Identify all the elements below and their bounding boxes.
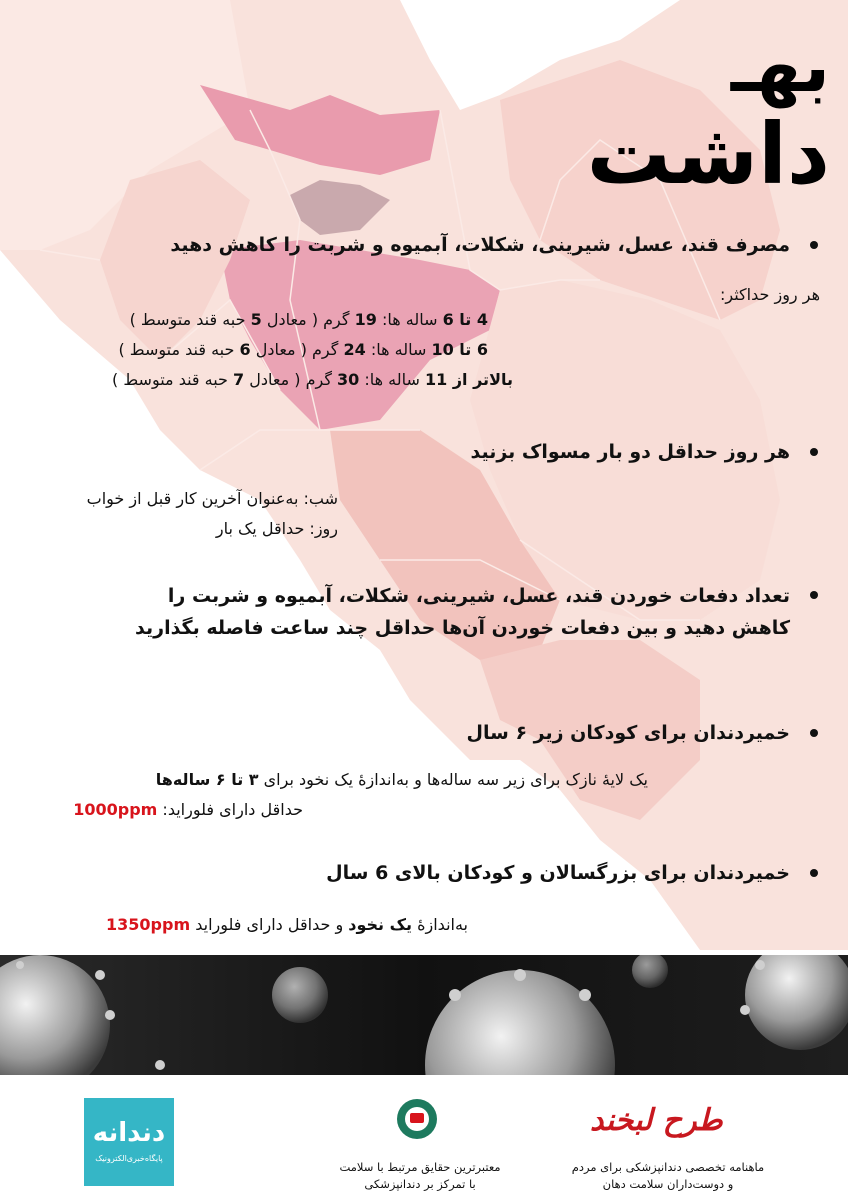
page-title-line1: بهـ: [730, 24, 830, 108]
dandane-logo-title: دندانه: [92, 1118, 166, 1148]
footer: [0, 1075, 848, 1200]
ppm-1350: 1350ppm: [106, 915, 191, 934]
section5-heading: خمیردندان برای بزرگسالان و کودکان بالای 6 سال: [326, 858, 820, 888]
sugar-row-1-age-rest: ساله ها:: [376, 310, 443, 329]
sugar-row-1-age: 4 تا 6: [442, 310, 488, 329]
sugar-row-1: [130, 305, 488, 334]
sugar-row-3-age-rest: ساله ها:: [359, 370, 425, 389]
health-facts-caption-1: معتبرترین حقایق مرتبط با سلامت: [339, 1160, 501, 1174]
section5-bold: یک نخود: [348, 915, 413, 934]
sugar-row-2-end: حبه قند متوسط ): [118, 340, 240, 359]
sugar-row-2-grams: 24: [343, 340, 366, 359]
sugar-row-3-mid: گرم ( معادل: [244, 370, 338, 389]
sugar-row-2-cubes: 6: [239, 340, 251, 359]
sugar-row-1-cubes: 5: [250, 310, 262, 329]
tarhe-labkhand-caption-1: ماهنامه تخصصی دندانپزشکی برای مردم: [571, 1160, 765, 1174]
ppm-1000: 1000ppm: [73, 800, 158, 819]
brushing-night: شب: به‌عنوان آخرین کار قبل از خواب: [86, 489, 338, 508]
section4-line2: [73, 795, 303, 824]
sugar-row-3-age: بالاتر از 11: [425, 370, 513, 389]
dandane-logo[interactable]: [84, 1098, 174, 1186]
sugar-row-3-end: حبه قند متوسط ): [112, 370, 234, 389]
section2-heading: هر روز حداقل دو بار مسواک بزنید: [470, 437, 820, 467]
section5-text-c: و حداقل دارای فلوراید: [190, 915, 349, 934]
section5-line: [106, 910, 468, 939]
page-title-line2: داشت: [586, 105, 830, 203]
brushing-day: روز: حداقل یک بار: [215, 519, 338, 538]
virus-image-band: [0, 955, 848, 1075]
section3-text: [135, 580, 820, 644]
health-facts-caption: [320, 1159, 520, 1193]
sugar-row-1-end: حبه قند متوسط ): [129, 310, 251, 329]
tarhe-labkhand-caption: [548, 1159, 788, 1193]
section4-line1-bold: ۳ تا ۶ ساله‌ها: [155, 770, 259, 789]
sugar-row-2-age-rest: ساله ها:: [365, 340, 432, 359]
section3-line2: کاهش دهید و بین دفعات خوردن آن‌ها حداقل چند ساعت فاصله بگذارید: [135, 617, 790, 639]
section4-line1-text: یک لایهٔ نازک برای زیر سه ساله‌ها و به‌اندازهٔ یک نخود برای: [258, 770, 648, 789]
health-facts-logo[interactable]: [397, 1099, 437, 1139]
sugar-row-1-grams: 19: [354, 310, 377, 329]
sugar-row-2-age: 6 تا 10: [431, 340, 488, 359]
sugar-row-2-mid: گرم ( معادل: [250, 340, 344, 359]
health-facts-caption-2: با تمرکز بر دندانپزشکی: [364, 1177, 476, 1191]
sugar-row-3: [112, 365, 513, 394]
section4-heading: خمیردندان برای کودکان زیر ۶ سال: [467, 718, 820, 748]
tarhe-labkhand-logo[interactable]: طرح لبخند: [590, 1103, 723, 1138]
section1-heading: مصرف قند، عسل، شیرینی، شکلات، آبمیوه و شربت را کاهش دهید: [170, 230, 820, 260]
sugar-row-1-mid: گرم ( معادل: [261, 310, 355, 329]
section3-line1: تعداد دفعات خوردن قند، عسل، شیرینی، شکلات، آبمیوه و شربت را: [167, 585, 790, 607]
dandane-logo-subtitle: پایگاه‌خبری‌الکترونیک: [95, 1154, 163, 1163]
section1-intro: هر روز حداکثر:: [719, 285, 820, 304]
section4-line1: [156, 765, 648, 794]
sugar-row-3-cubes: 7: [233, 370, 245, 389]
section5-text-a: به‌اندازهٔ: [412, 915, 468, 934]
sugar-row-2: [118, 335, 488, 364]
section4-fluoride-label: حداقل دارای فلوراید:: [157, 800, 303, 819]
sugar-row-3-grams: 30: [337, 370, 360, 389]
tarhe-labkhand-caption-2: و دوست‌داران سلامت دهان: [602, 1177, 734, 1191]
